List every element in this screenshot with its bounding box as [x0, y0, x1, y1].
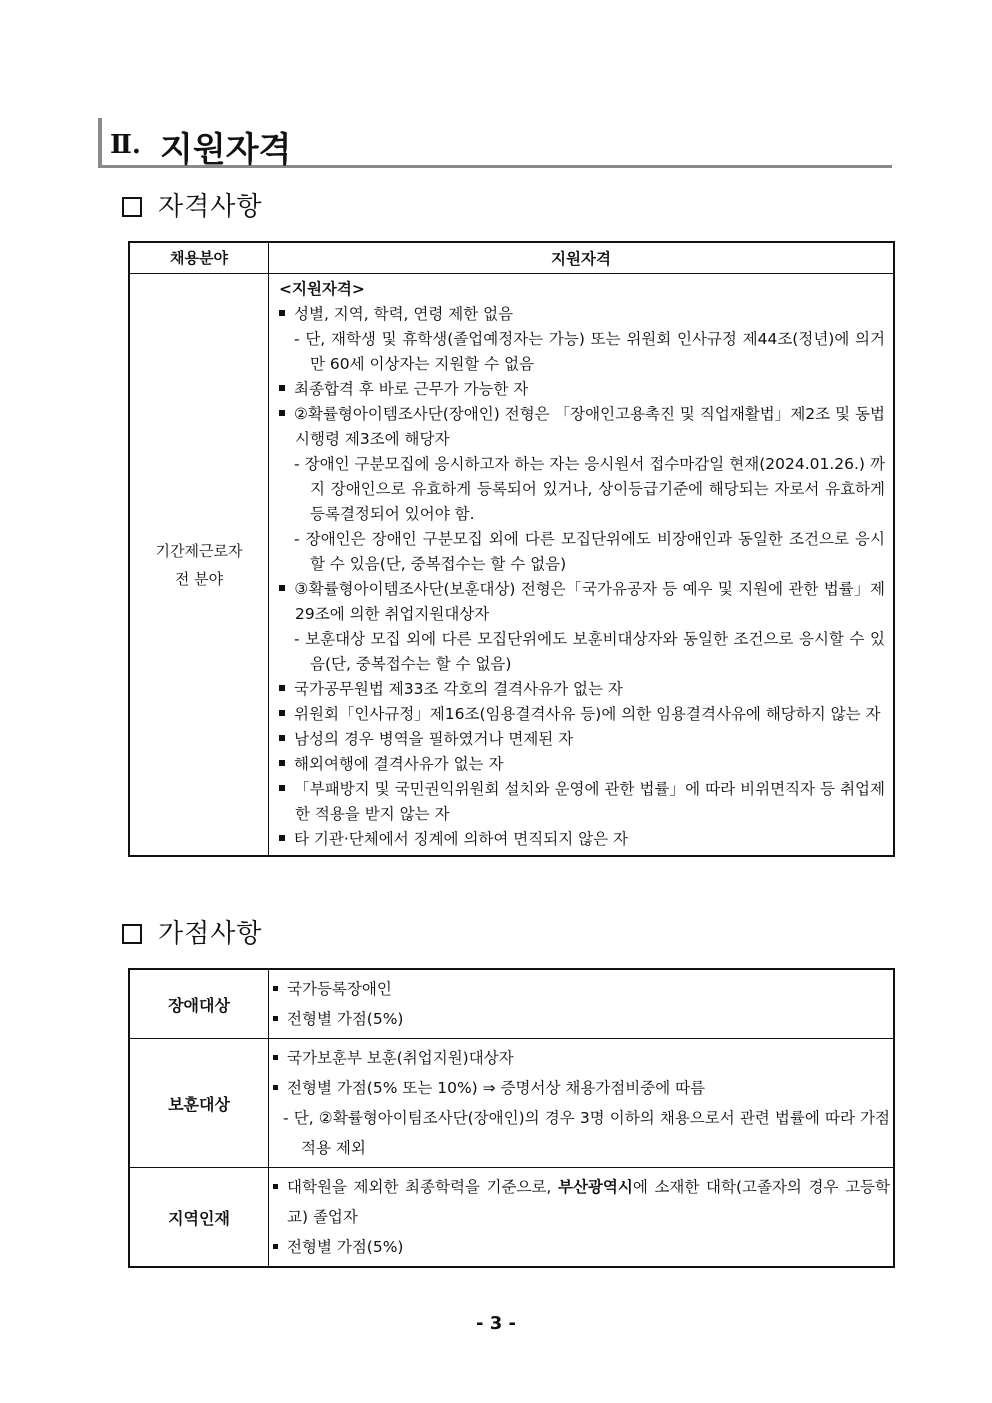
bonus-heading: [122, 913, 262, 950]
bullet-item: [279, 727, 885, 752]
bonus-category: 보훈대상: [129, 1039, 269, 1168]
bonus-table-body: [129, 969, 894, 1267]
qualifications-content: [269, 274, 895, 857]
bullet-item: [273, 1073, 890, 1103]
item-text: 에 소재한 대학(고졸자의 경우 고등학교) 졸업자: [287, 1178, 890, 1226]
bullet-item: [273, 1004, 890, 1034]
bullet-item: [273, 974, 890, 1004]
bullet-item: [279, 702, 885, 727]
item-text: 국가공무원법 제33조 각호의 결격사유가 없는 자: [294, 680, 623, 698]
table-row: [129, 1039, 894, 1168]
square-bullet-icon: [273, 1244, 278, 1249]
bullet-item: [273, 1232, 890, 1262]
bullet-item: [279, 577, 885, 627]
section-title: 지원자격: [160, 130, 292, 170]
table-header-row: [129, 242, 894, 274]
qualification-list: [279, 302, 885, 852]
item-text: ③확률형아이템조사단(보훈대상) 전형은「국가유공자 등 예우 및 지원에 관한 법률」제29조에 의한 취업지원대상자: [294, 580, 885, 623]
dash-item: [279, 627, 885, 677]
bonus-table: [128, 968, 895, 1268]
dash-item: [279, 452, 885, 527]
bullet-item: [279, 752, 885, 777]
square-bullet-icon: [279, 835, 285, 841]
category-line1: 기간제근로자: [155, 541, 243, 560]
item-text: 「부패방지 및 국민권익위원회 설치와 운영에 관한 법률」에 따라 비위면직자 등 취업제한 적용을 받지 않는 자: [294, 780, 885, 823]
bonus-category: 장애대상: [129, 969, 269, 1039]
bullet-item: [273, 1172, 890, 1232]
qualifications-heading: [122, 186, 262, 223]
item-text: 국가보훈부 보훈(취업지원)대상자: [287, 1049, 514, 1067]
item-text: 위원회「인사규정」제16조(임용결격사유 등)에 의한 임용결격사유에 해당하지 않는 자: [294, 705, 881, 723]
header-qualification: 지원자격: [269, 242, 895, 274]
square-bullet-icon: [279, 710, 285, 716]
item-text: 남성의 경우 병역을 필하였거나 면제된 자: [294, 730, 574, 748]
item-text: - 보훈대상 모집 외에 다른 모집단위에도 보훈비대상자와 동일한 조건으로 응시할 수 있음(단, 중복접수는 할 수 없음): [294, 630, 885, 673]
item-text: 최종합격 후 바로 근무가 가능한 자: [294, 380, 529, 398]
checkbox-square-icon: [122, 197, 142, 217]
item-text: 전형별 가점(5%): [287, 1238, 404, 1256]
content-header: <지원자격>: [279, 280, 365, 298]
item-text: 전형별 가점(5% 또는 10%) ⇒ 증명서상 채용가점비중에 따름: [287, 1079, 706, 1097]
square-bullet-icon: [279, 410, 285, 416]
table-row: [129, 1168, 894, 1268]
square-bullet-icon: [279, 310, 285, 316]
bullet-item: [279, 377, 885, 402]
category-line2: 전 분야: [174, 569, 224, 588]
bonus-content: [269, 1039, 895, 1168]
item-text-bold: 부산광역시: [557, 1178, 633, 1196]
square-bullet-icon: [273, 986, 278, 991]
dash-item: [279, 327, 885, 377]
square-bullet-icon: [279, 685, 285, 691]
item-text: 국가등록장애인: [287, 980, 392, 998]
bullet-item: [279, 302, 885, 327]
square-bullet-icon: [273, 1184, 278, 1189]
square-bullet-icon: [273, 1085, 278, 1090]
item-text: - 장애인 구분모집에 응시하고자 하는 자는 응시원서 접수마감일 현재(2024.01.26.) 까지 장애인으로 유효하게 등록되어 있거나, 상이등급기준에 해당되는 자로서 유효하게 등록결정되어 있어야 함.: [294, 455, 885, 523]
table-row: [129, 274, 894, 857]
item-text: 해외여행에 결격사유가 없는 자: [294, 755, 504, 773]
page-number: - 3 -: [476, 1313, 516, 1334]
item-text: - 단, ②확률형아이팀조사단(장애인)의 경우 3명 이하의 채용으로서 관련 법률에 따라 가점 적용 제외: [283, 1109, 890, 1157]
item-text: 대학원을 제외한 최종학력을 기준으로,: [287, 1178, 558, 1196]
category-cell: [129, 274, 269, 857]
bullet-item: [279, 777, 885, 827]
square-bullet-icon: [279, 385, 285, 391]
bullet-item: [273, 1043, 890, 1073]
square-bullet-icon: [273, 1016, 278, 1021]
table-row: [129, 969, 894, 1039]
bullet-item: [279, 827, 885, 852]
item-text: 전형별 가점(5%): [287, 1010, 404, 1028]
bullet-item: [279, 402, 885, 452]
item-text: - 단, 재학생 및 휴학생(졸업예정자는 가능) 또는 위원회 인사규정 제44조(정년)에 의거 만 60세 이상자는 지원할 수 없음: [294, 330, 885, 373]
square-bullet-icon: [279, 585, 285, 591]
dash-item: [273, 1103, 890, 1163]
square-bullet-icon: [279, 785, 285, 791]
dash-item: [279, 527, 885, 577]
bonus-content: [269, 969, 895, 1039]
header-field: 채용분야: [129, 242, 269, 274]
item-text: - 장애인은 장애인 구분모집 외에 다른 모집단위에도 비장애인과 동일한 조건으로 응시할 수 있음(단, 중복접수는 할 수 없음): [294, 530, 885, 573]
section-header: [98, 118, 892, 168]
square-bullet-icon: [279, 735, 285, 741]
bonus-category: 지역인재: [129, 1168, 269, 1268]
item-text: 타 기관·단체에서 징계에 의하여 면직되지 않은 자: [294, 830, 628, 848]
qualifications-heading-text: 자격사항: [158, 192, 263, 222]
checkbox-square-icon: [122, 924, 142, 944]
qualifications-table: [128, 241, 895, 857]
section-number: Ⅱ.: [110, 130, 141, 160]
bonus-content: [269, 1168, 895, 1268]
item-text: 성별, 지역, 학력, 연령 제한 없음: [294, 305, 514, 323]
square-bullet-icon: [273, 1055, 278, 1060]
bonus-heading-text: 가점사항: [158, 919, 263, 949]
bullet-item: [279, 677, 885, 702]
item-text: ②확률형아이템조사단(장애인) 전형은 「장애인고용촉진 및 직업재활법」제2조 및 동법 시행령 제3조에 해당자: [294, 405, 885, 448]
square-bullet-icon: [279, 760, 285, 766]
